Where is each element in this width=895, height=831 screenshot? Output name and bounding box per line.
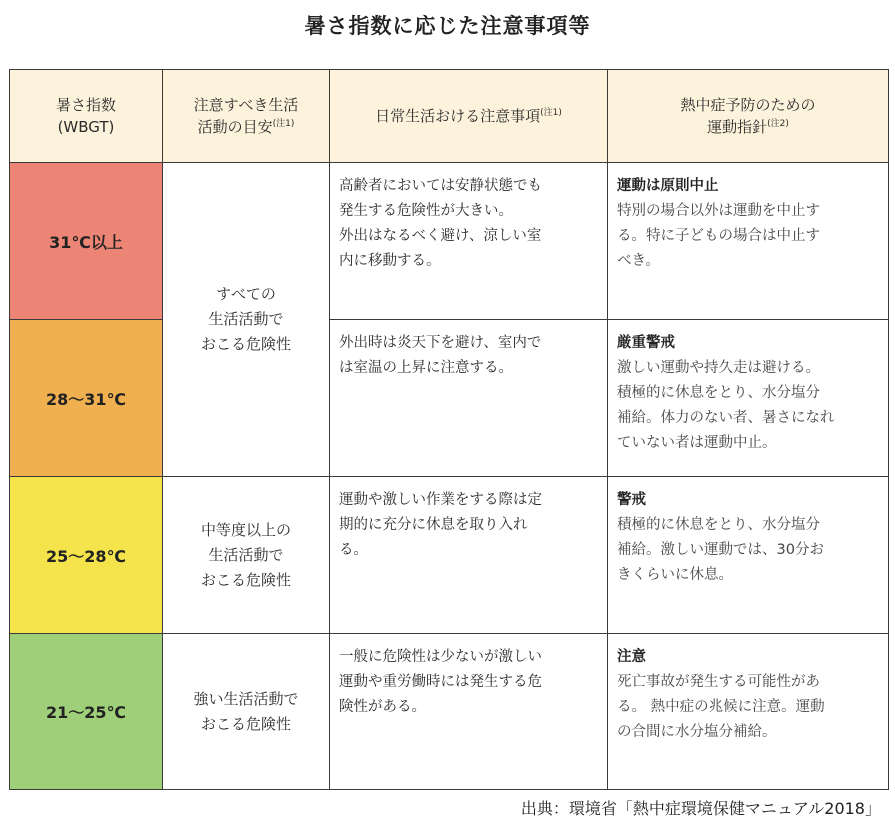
daily-line: 運動や重労働時には発生する危 bbox=[339, 674, 542, 690]
table-row bbox=[10, 163, 889, 320]
activity-cell bbox=[163, 634, 330, 790]
guide-cell bbox=[608, 163, 889, 320]
daily-line: 外出時は炎天下を避け、室内で bbox=[339, 335, 542, 351]
header-guide-line2: 運動指針 bbox=[707, 118, 768, 136]
guide-label: 厳重警戒 bbox=[617, 335, 675, 351]
daily-cell bbox=[330, 634, 608, 790]
daily-line: 内に移動する。 bbox=[339, 253, 441, 269]
header-daily-note: (注1) bbox=[540, 108, 562, 118]
header-wbgt-line2: (WBGT) bbox=[57, 118, 115, 136]
guide-line: 積極的に休息をとり、水分塩分 bbox=[617, 517, 820, 533]
guide-line: る。特に子どもの場合は中止す bbox=[617, 228, 820, 244]
guide-line: の合間に水分塩分補給。 bbox=[617, 724, 777, 740]
guide-line: 積極的に休息をとり、水分塩分 bbox=[617, 385, 820, 401]
table-row bbox=[10, 634, 889, 790]
activity-line: おこる危険性 bbox=[200, 335, 291, 353]
level-cell bbox=[10, 163, 163, 320]
guide-label: 警戒 bbox=[617, 492, 646, 508]
activity-cell bbox=[163, 477, 330, 634]
daily-line: 一般に危険性は少ないが激しい bbox=[339, 649, 542, 665]
daily-line: は室温の上昇に注意する。 bbox=[339, 360, 513, 376]
guide-line: 死亡事故が発生する可能性があ bbox=[617, 674, 820, 690]
activity-cell bbox=[163, 163, 330, 477]
daily-line: る。 bbox=[339, 542, 368, 558]
daily-line: 運動や激しい作業をする際は定 bbox=[339, 492, 542, 508]
level-cell bbox=[10, 634, 163, 790]
level-label: 21～25℃ bbox=[46, 703, 126, 722]
daily-line: 期的に充分に休息を取り入れ bbox=[339, 517, 528, 533]
wbgt-table bbox=[9, 69, 889, 790]
page-title: 暑さ指数に応じた注意事項等 bbox=[304, 14, 591, 38]
source-citation: 出典：環境省「熱中症環境保健マニュアル2018」 bbox=[520, 799, 881, 818]
header-activity-line1: 注意すべき生活 bbox=[193, 96, 299, 114]
daily-line: 発生する危険性が大きい。 bbox=[339, 203, 513, 219]
header-activity-line2: 活動の目安 bbox=[197, 118, 273, 136]
guide-line: べき。 bbox=[617, 253, 660, 269]
level-label: 28～31℃ bbox=[46, 389, 126, 409]
activity-line: すべての bbox=[216, 285, 276, 303]
guide-cell bbox=[608, 320, 889, 477]
activity-line: 強い生活活動で bbox=[193, 689, 299, 708]
activity-line: おこる危険性 bbox=[200, 570, 291, 589]
guide-line: る。 熱中症の兆候に注意。運動 bbox=[617, 699, 825, 715]
guide-line: 補給。激しい運動では、30分お bbox=[617, 542, 824, 558]
guide-cell bbox=[608, 634, 889, 790]
daily-line: 高齢者においては安静状態でも bbox=[339, 178, 542, 194]
header-wbgt-line1: 暑さ指数 bbox=[55, 96, 116, 114]
header-daily bbox=[330, 70, 608, 163]
header-daily-label: 日常生活おける注意事項 bbox=[375, 107, 541, 125]
guide-label: 注意 bbox=[617, 649, 646, 665]
daily-cell bbox=[330, 477, 608, 634]
daily-line: 険性がある。 bbox=[339, 699, 426, 715]
guide-cell bbox=[608, 477, 889, 634]
activity-line: おこる危険性 bbox=[200, 714, 291, 733]
header-guide-line1: 熱中症予防のための bbox=[680, 96, 816, 114]
header-activity bbox=[163, 70, 330, 163]
level-cell bbox=[10, 320, 163, 477]
header-wbgt bbox=[10, 70, 163, 163]
guide-line: 激しい運動や持久走は避ける。 bbox=[617, 360, 820, 376]
level-label: 25～28℃ bbox=[46, 546, 126, 566]
activity-line: 生活活動で bbox=[208, 545, 284, 564]
daily-cell bbox=[330, 163, 608, 320]
guide-line: 補給。体力のない者、暑さになれ bbox=[617, 410, 835, 426]
guide-line: ていない者は運動中止。 bbox=[617, 435, 777, 451]
activity-line: 中等度以上の bbox=[200, 520, 291, 539]
guide-line: きくらいに休息。 bbox=[617, 567, 733, 583]
activity-line: 生活活動で bbox=[208, 310, 284, 328]
header-activity-note: (注1) bbox=[272, 119, 295, 129]
daily-line: 外出はなるべく避け、涼しい室 bbox=[339, 228, 542, 244]
table-row bbox=[10, 320, 889, 477]
guide-line: 特別の場合以外は運動を中止す bbox=[617, 203, 820, 219]
level-label: 31℃以上 bbox=[49, 232, 123, 252]
header-guide-note: (注2) bbox=[767, 119, 789, 129]
level-cell bbox=[10, 477, 163, 634]
header-row bbox=[10, 70, 889, 163]
guide-label: 運動は原則中止 bbox=[617, 178, 719, 194]
daily-cell bbox=[330, 320, 608, 477]
header-guide bbox=[608, 70, 889, 163]
table-row bbox=[10, 477, 889, 634]
